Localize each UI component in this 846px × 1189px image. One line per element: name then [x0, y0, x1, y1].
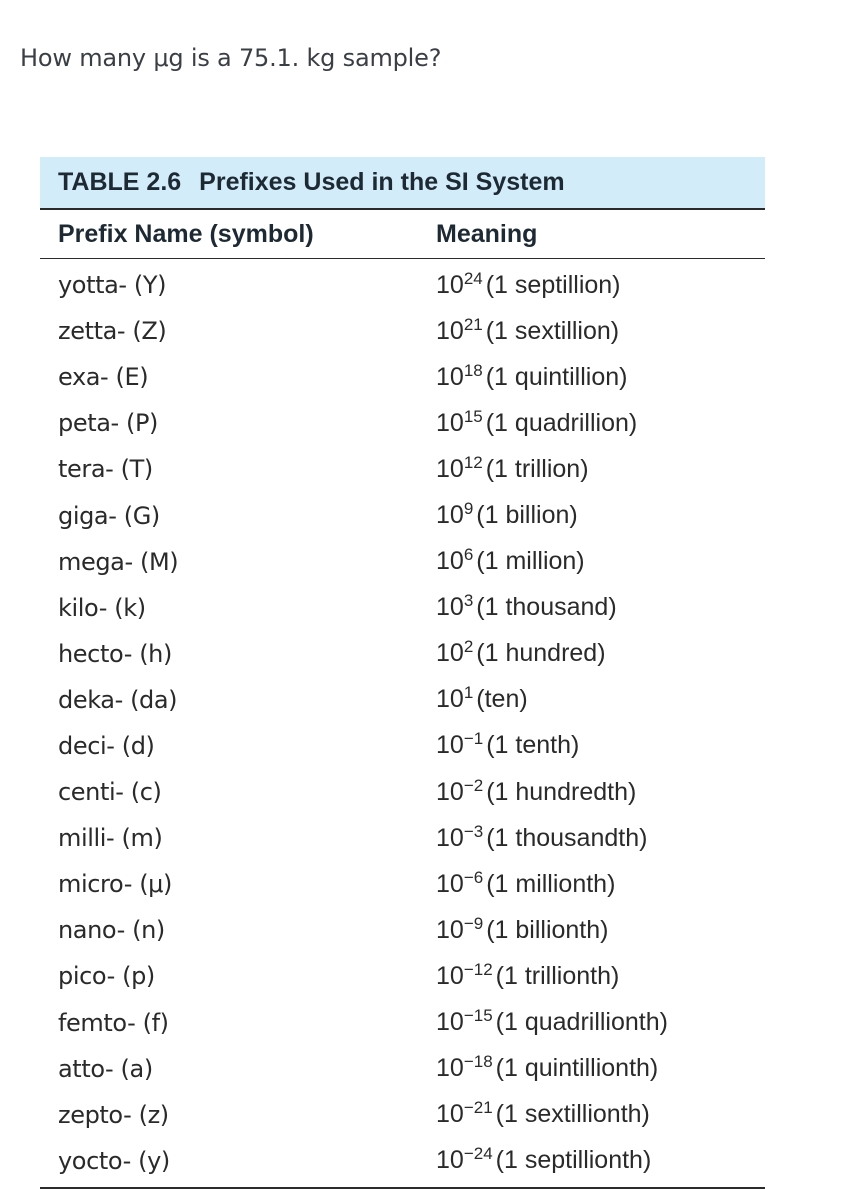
power-exponent: 1	[463, 683, 474, 703]
meaning-cell	[420, 406, 765, 438]
meaning-description: (1 tenth)	[486, 731, 580, 760]
prefix-name-cell: deci- (d)	[58, 731, 155, 760]
power-base: 10	[436, 869, 464, 898]
meaning-description: (1 trillionth)	[495, 961, 620, 990]
table-row	[40, 1046, 765, 1092]
power-exponent: −24	[463, 1144, 493, 1164]
power-exponent: −2	[463, 775, 484, 795]
meaning-cell	[420, 913, 765, 945]
table-caption-title: Prefixes Used in the SI System	[199, 168, 565, 196]
meaning-description: (1 thousand)	[476, 593, 617, 622]
table-row	[40, 354, 765, 400]
meaning-cell	[420, 360, 765, 392]
power-exponent: −1	[463, 729, 484, 749]
power-base: 10	[436, 408, 464, 437]
power-base: 10	[436, 362, 464, 391]
meaning-description: (1 billion)	[476, 501, 578, 530]
meaning-cell	[420, 867, 765, 899]
meaning-cell	[420, 501, 765, 530]
table-row	[40, 446, 765, 492]
table-row	[40, 1138, 765, 1184]
prefix-name-cell: nano- (n)	[58, 916, 165, 945]
power-base: 10	[436, 1054, 464, 1083]
power-base: 10	[436, 1100, 464, 1129]
power-base: 10	[436, 915, 464, 944]
meaning-description: (1 million)	[476, 547, 585, 576]
table-row	[40, 1092, 765, 1138]
meaning-cell	[420, 1054, 765, 1083]
power-exponent: −9	[463, 913, 484, 933]
power-exponent: 24	[463, 268, 483, 288]
meaning-description: (ten)	[476, 685, 528, 714]
header-meaning: Meaning	[436, 219, 538, 248]
meaning-description: (1 quadrillion)	[485, 408, 638, 437]
meaning-description: (1 billionth)	[486, 915, 609, 944]
meaning-cell	[420, 314, 765, 346]
power-exponent: 18	[463, 360, 483, 380]
meaning-cell	[420, 775, 765, 807]
power-exponent: 15	[463, 406, 483, 426]
table-row	[40, 723, 765, 769]
meaning-description: (1 hundred)	[476, 639, 606, 668]
meaning-cell	[420, 639, 765, 668]
table-row	[40, 677, 765, 723]
power-exponent: −18	[463, 1052, 493, 1072]
table-row	[40, 492, 765, 538]
power-exponent: 2	[463, 637, 474, 657]
prefix-name-cell: zetta- (Z)	[58, 317, 167, 346]
table-row	[40, 262, 765, 308]
meaning-description: (1 sextillion)	[485, 316, 620, 345]
table-row	[40, 308, 765, 354]
meaning-description: (1 trillion)	[485, 454, 589, 483]
prefix-name-cell: hecto- (h)	[58, 639, 172, 668]
power-exponent: −21	[463, 1098, 493, 1118]
prefix-name-cell: peta- (P)	[58, 409, 159, 438]
meaning-cell	[420, 547, 765, 576]
meaning-description: (1 millionth)	[486, 869, 616, 898]
prefix-name-cell: kilo- (k)	[58, 593, 146, 622]
prefix-name-cell: mega- (M)	[58, 547, 179, 576]
power-exponent: −3	[463, 821, 484, 841]
prefix-name-cell: tera- (T)	[58, 455, 153, 484]
meaning-description: (1 quintillionth)	[495, 1054, 659, 1083]
prefix-name-cell: yotta- (Y)	[58, 271, 167, 300]
meaning-description: (1 septillionth)	[495, 1146, 652, 1175]
power-exponent: 9	[463, 499, 474, 519]
table-row	[40, 631, 765, 677]
prefix-name-cell: zepto- (z)	[58, 1100, 169, 1129]
header-prefix-name: Prefix Name (symbol)	[58, 219, 314, 248]
power-base: 10	[436, 777, 464, 806]
prefix-name-cell: centi- (c)	[58, 778, 162, 807]
meaning-description: (1 septillion)	[485, 270, 621, 299]
table-row	[40, 585, 765, 631]
table-row	[40, 769, 765, 815]
meaning-cell	[420, 452, 765, 484]
prefix-name-cell: femto- (f)	[58, 1008, 169, 1037]
meaning-description: (1 hundredth)	[486, 777, 637, 806]
table-row	[40, 1000, 765, 1046]
prefix-name-cell: deka- (da)	[58, 685, 178, 714]
power-base: 10	[436, 547, 464, 576]
meaning-cell	[420, 821, 765, 853]
power-base: 10	[436, 961, 464, 990]
meaning-cell	[420, 1008, 765, 1037]
meaning-cell	[420, 731, 765, 760]
power-base: 10	[436, 454, 464, 483]
table-body	[40, 259, 765, 1184]
table-header-row	[40, 210, 765, 259]
meaning-description: (1 thousandth)	[486, 823, 648, 852]
question-text: How many μg is a 75.1. kg sample?	[20, 44, 442, 72]
power-exponent: −6	[463, 867, 484, 887]
prefix-name-cell: micro- (μ)	[58, 870, 172, 899]
power-base: 10	[436, 593, 464, 622]
power-base: 10	[436, 823, 464, 852]
power-exponent: 21	[463, 314, 483, 334]
table-row	[40, 815, 765, 861]
power-base: 10	[436, 1146, 464, 1175]
prefix-name-cell: yocto- (y)	[58, 1146, 170, 1175]
meaning-description: (1 quintillion)	[485, 362, 628, 391]
power-exponent: 6	[463, 545, 474, 565]
table-row	[40, 539, 765, 585]
table-row	[40, 400, 765, 446]
power-base: 10	[436, 501, 464, 530]
power-base: 10	[436, 731, 464, 760]
power-exponent: 12	[463, 452, 483, 472]
meaning-cell	[420, 685, 765, 714]
power-exponent: −12	[463, 959, 493, 979]
meaning-cell	[420, 1146, 765, 1175]
si-prefix-table	[40, 157, 765, 1189]
power-exponent: −15	[463, 1006, 493, 1026]
table-caption	[40, 157, 765, 210]
prefix-name-cell: atto- (a)	[58, 1054, 153, 1083]
meaning-cell	[420, 959, 765, 991]
table-row	[40, 861, 765, 907]
power-exponent: 3	[463, 591, 474, 611]
table-row	[40, 953, 765, 999]
prefix-name-cell: exa- (E)	[58, 363, 149, 392]
prefix-name-cell: milli- (m)	[58, 824, 163, 853]
power-base: 10	[436, 1008, 464, 1037]
meaning-description: (1 sextillionth)	[495, 1100, 650, 1129]
meaning-description: (1 quadrillionth)	[495, 1008, 668, 1037]
table-row	[40, 907, 765, 953]
meaning-cell	[420, 1100, 765, 1129]
power-base: 10	[436, 270, 464, 299]
power-base: 10	[436, 316, 464, 345]
table-caption-number: TABLE 2.6	[58, 168, 182, 196]
prefix-name-cell: giga- (G)	[58, 501, 160, 530]
prefix-name-cell: pico- (p)	[58, 962, 155, 991]
power-base: 10	[436, 685, 464, 714]
meaning-cell	[420, 593, 765, 622]
meaning-cell	[420, 268, 765, 300]
power-base: 10	[436, 639, 464, 668]
